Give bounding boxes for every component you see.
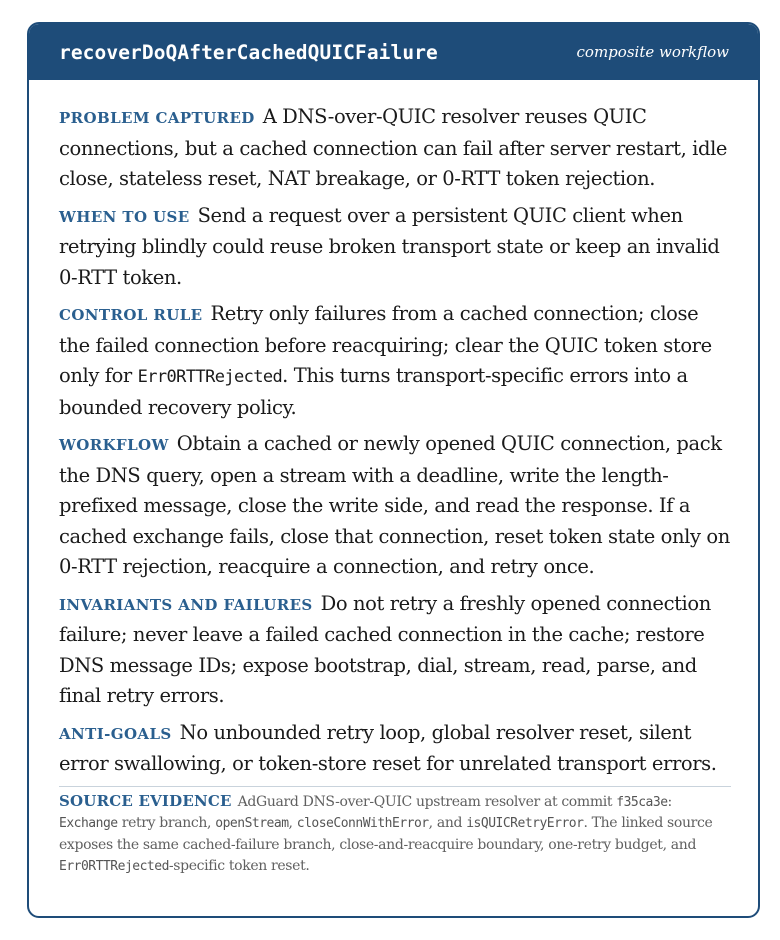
- evidence-text: . The linked source exposes the same cached-failure branch, close-and-reacquire boundary, one-retry budget, and: [59, 815, 713, 853]
- inline-code: isQUICRetryError: [466, 816, 584, 831]
- section-text: A DNS-over-QUIC resolver reuses QUIC connections, but a cached connection can fail after server restart, idle close, stateless reset, NAT breakage, or 0-RTT token rejection.: [59, 105, 728, 190]
- section-text: Obtain a cached or newly opened QUIC connection, pack the DNS query, open a stream with a deadline, write the length-prefixed message, close the write side, and read the response. If a cached exchange fails, close that connection, reset token state only on 0-RTT rejection, reacquire a connection, and retry once.: [59, 432, 730, 578]
- section-problem-captured: [59, 102, 734, 195]
- evidence-text: , and: [428, 815, 467, 831]
- section-workflow: [59, 429, 734, 583]
- section-label: WHEN TO USE: [59, 207, 190, 226]
- section-text: Do not retry a freshly opened connection failure; never leave a failed cached connection in the cache; restore DNS message IDs; expose bootstrap, dial, stream, read, parse, and final retry errors.: [59, 591, 711, 707]
- source-evidence: [59, 786, 731, 878]
- workflow-type: composite workflow: [576, 43, 729, 61]
- evidence-label: SOURCE EVIDENCE: [59, 791, 232, 810]
- evidence-text: AdGuard DNS-over-QUIC upstream resolver at commit: [237, 793, 617, 810]
- card-body: [29, 80, 734, 878]
- section-control-rule: [59, 299, 734, 423]
- section-anti-goals: [59, 718, 734, 780]
- section-when-to-use: [59, 201, 734, 294]
- inline-code: closeConnWithError: [296, 816, 429, 831]
- section-text: Retry only failures from a cached connection; close the failed connection before reacquiring; clear the QUIC token store only for: [59, 302, 712, 387]
- inline-code: Err0RTTRejected: [59, 859, 169, 874]
- section-label: CONTROL RULE: [59, 306, 203, 324]
- section-text: Send a request over a persistent QUIC client when retrying blindly could reuse broken transport state or keep an invalid 0-RTT token.: [59, 203, 720, 289]
- workflow-card: [27, 22, 760, 918]
- inline-code: Err0RTTRejected: [137, 367, 283, 387]
- section-label: INVARIANTS AND FAILURES: [59, 595, 313, 614]
- commit-hash: f35ca3e: [616, 794, 668, 810]
- evidence-text: ,: [288, 815, 297, 831]
- section-label: ANTI-GOALS: [59, 724, 172, 743]
- workflow-title: recoverDoQAfterCachedQUICFailure: [59, 40, 438, 64]
- evidence-text: -specific token reset.: [168, 858, 310, 874]
- section-text: No unbounded retry loop, global resolver reset, silent error swallowing, or token-store reset for unrelated transport errors.: [59, 720, 717, 775]
- evidence-text: :: [667, 793, 672, 810]
- section-invariants-and-failures: [59, 589, 734, 712]
- card-header: [29, 24, 758, 80]
- evidence-text: retry branch,: [117, 815, 216, 831]
- section-label: PROBLEM CAPTURED: [59, 109, 255, 127]
- inline-code: Exchange: [59, 816, 118, 831]
- section-label: WORKFLOW: [59, 436, 169, 454]
- inline-code: openStream: [215, 816, 289, 831]
- section-text: . This turns transport-specific errors into a bounded recovery policy.: [59, 364, 688, 419]
